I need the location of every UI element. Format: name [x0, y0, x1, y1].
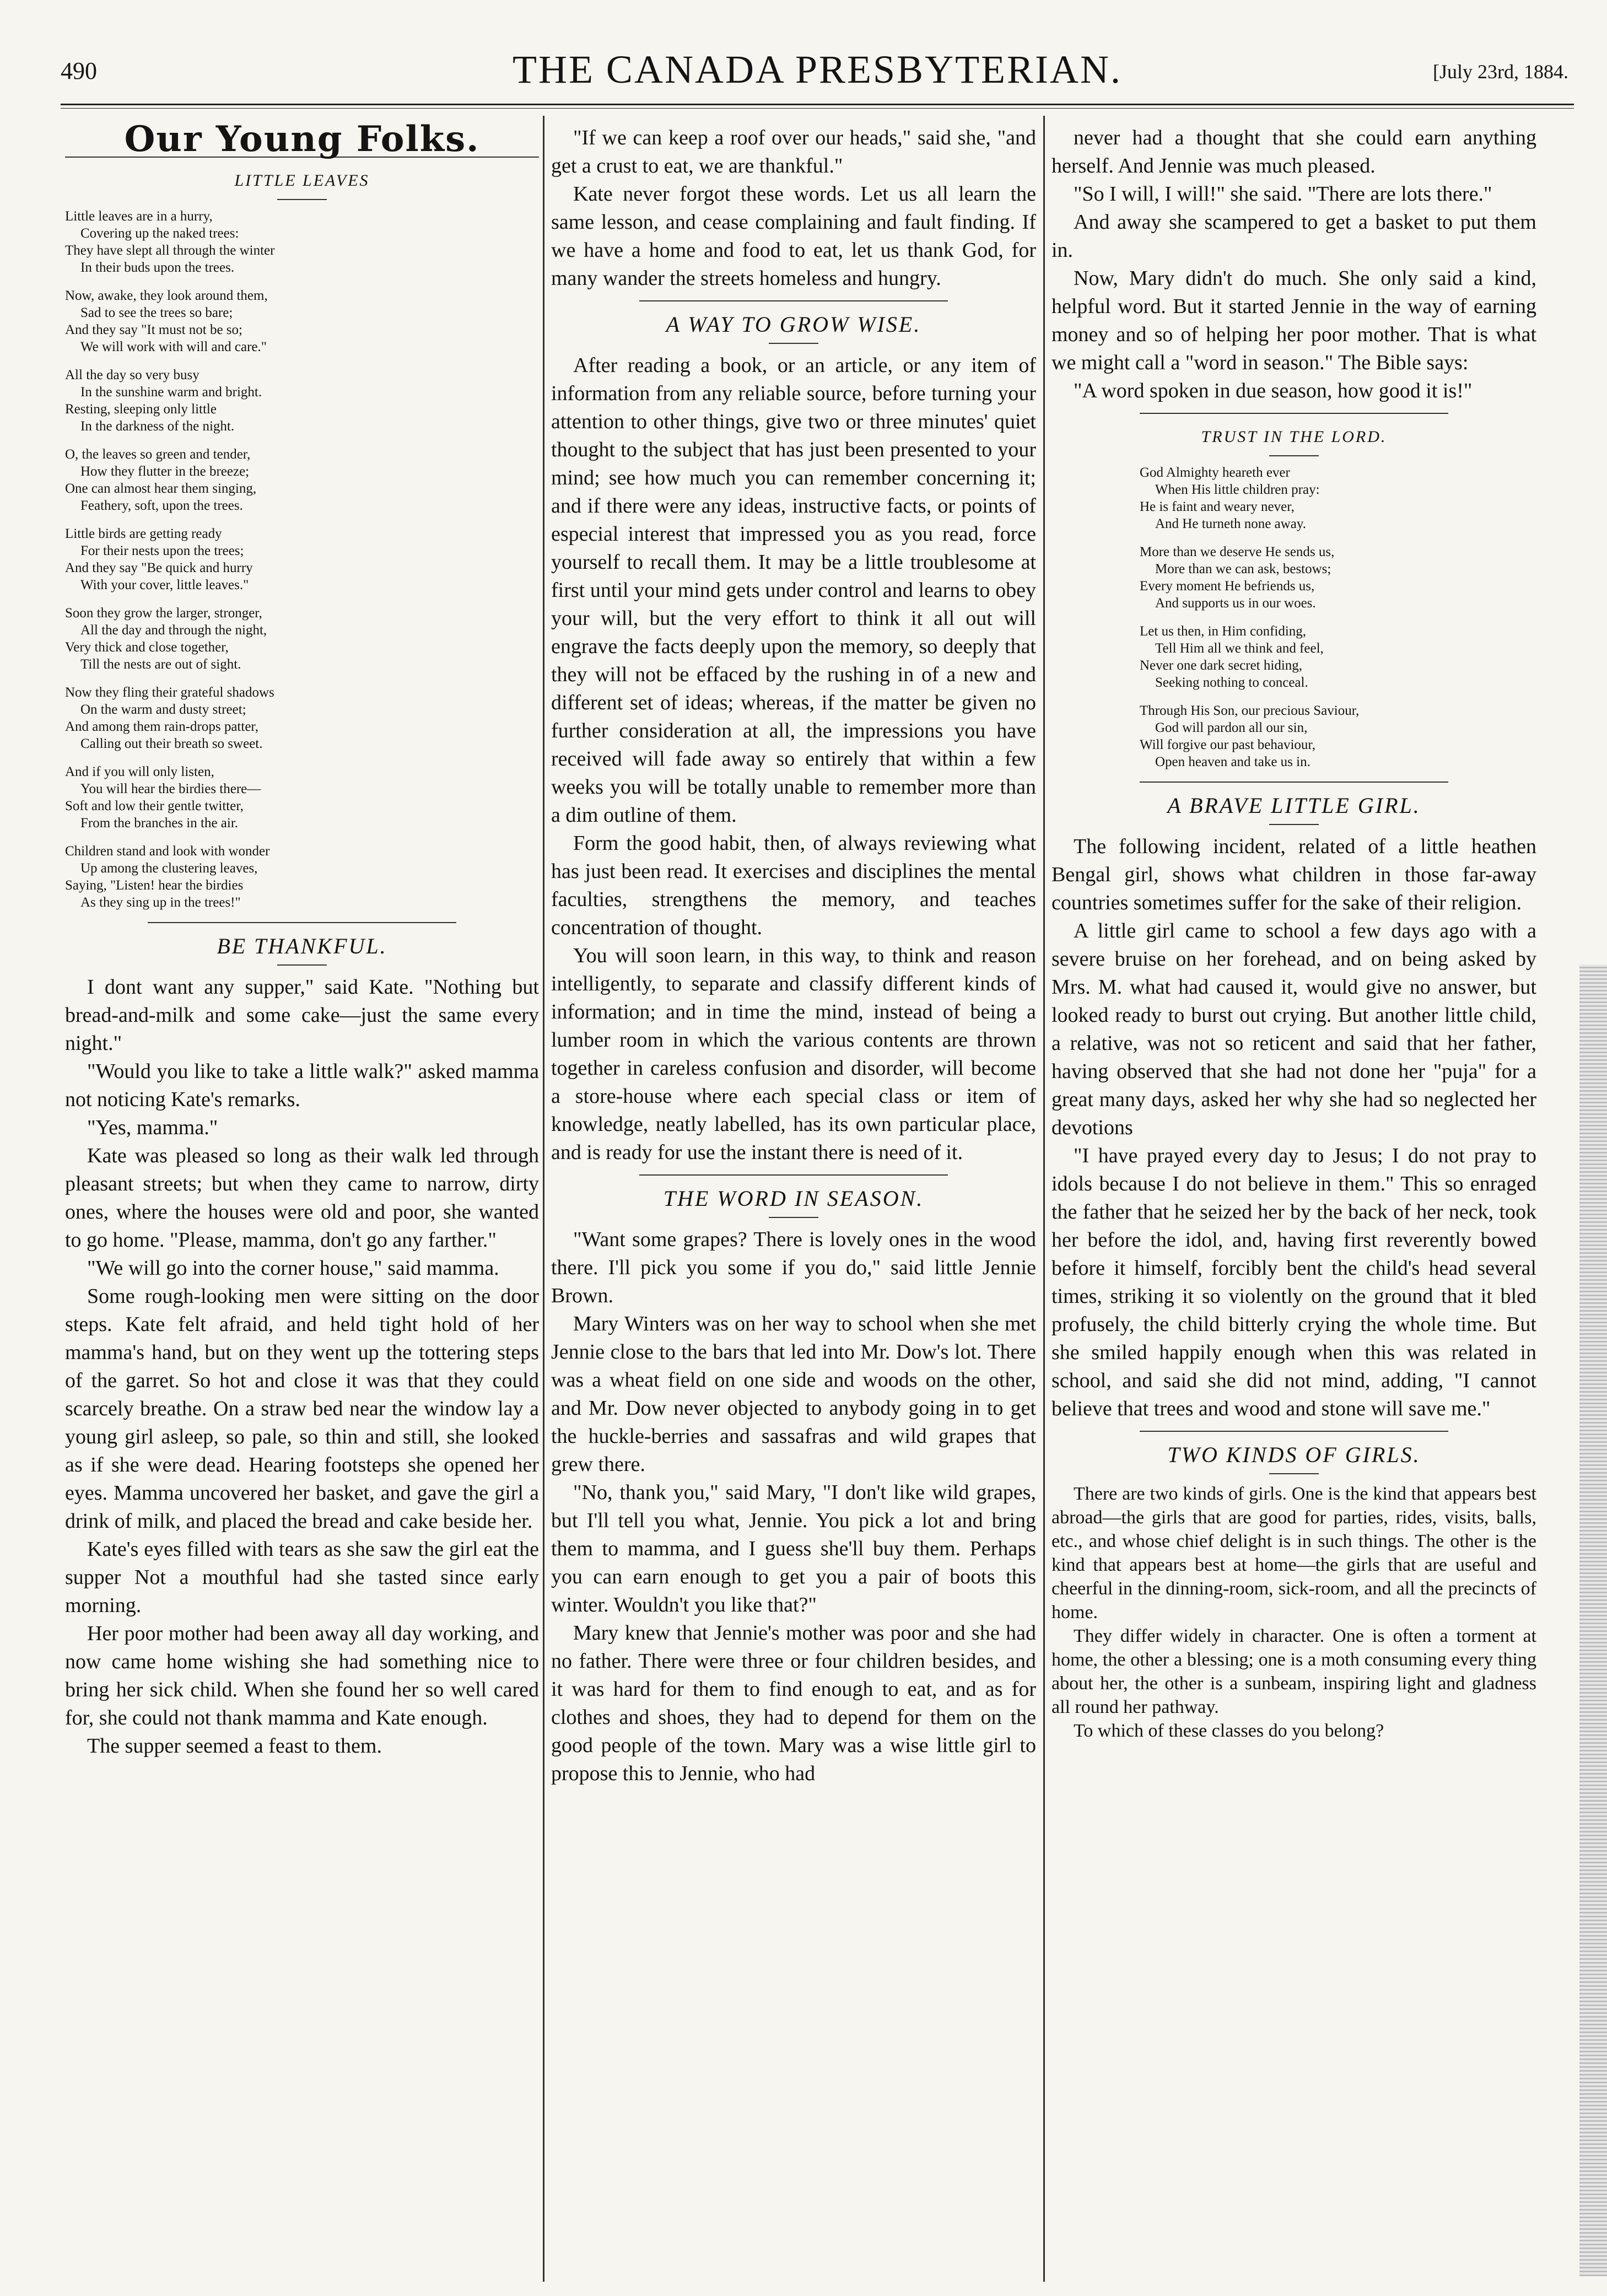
paragraph: I dont want any supper," said Kate. "Nothing but bread-and-milk and some cake—just the same every night." [65, 975, 539, 1055]
poem-line: More than we can ask, bestows; [1155, 562, 1331, 576]
poem-line: Till the nests are out of sight. [80, 657, 241, 672]
story-two-kinds-of-girls [1051, 1482, 1536, 1743]
title-dash [1269, 1473, 1319, 1474]
masthead-rule-thin [61, 108, 1574, 109]
story-title: TWO KINDS OF GIRLS. [1167, 1442, 1421, 1467]
poem-title: TRUST IN THE LORD. [1201, 428, 1387, 446]
column-1 [65, 124, 539, 2273]
section-separator [1140, 1431, 1448, 1432]
poem-line: Open heaven and take us in. [1155, 754, 1311, 769]
paragraph: "No, thank you," said Mary, "I don't like wild grapes, but I'll tell you what, Jennie. You pick a lot and bring them to mamma, and I guess she'll buy them. Perhaps you can earn enough to get you a pair of boots this winter. Wouldn't you like that?" [551, 1481, 1036, 1616]
poem-stanza [1140, 543, 1536, 612]
story-title: THE WORD IN SEASON. [663, 1186, 924, 1211]
paragraph: Kate never forgot these words. Let us all learn the same lesson, and cease complaining and fault finding. If we have a home and food to eat, let us thank God, for many wander the streets homeless and hungry. [551, 182, 1036, 290]
poem-line: In the sunshine warm and bright. [80, 385, 262, 400]
poem-line: Little birds are getting ready [65, 526, 222, 541]
paragraph: Mary Winters was on her way to school when she met Jennie close to the bars that led into Mr. Dow's lot. There was a wheat field on one side and woods on the other, and Mr. Dow never objected to anybody going in to get the huckle-berries and sassafras and wild grapes that grew there. [551, 1312, 1036, 1476]
section-separator [639, 300, 948, 301]
poem-line: And supports us in our woes. [1155, 596, 1316, 611]
paragraph: "Would you like to take a little walk?" asked mamma not noticing Kate's remarks. [65, 1060, 539, 1111]
title-dash [277, 199, 327, 200]
poem-line: Now they fling their grateful shadows [65, 685, 274, 700]
poem-stanza [65, 605, 539, 673]
poem-line: Little leaves are in a hurry, [65, 209, 213, 224]
poem-line: On the warm and dusty street; [80, 702, 246, 717]
poem-line: Soft and low their gentle twitter, [65, 799, 244, 813]
poem-line: As they sing up in the trees!" [80, 895, 241, 910]
poem-line: Resting, sleeping only little [65, 402, 217, 417]
paragraph: To which of these classes do you belong? [1074, 1721, 1384, 1741]
poem-stanza [65, 287, 539, 355]
poem-line: All the day so very busy [65, 368, 199, 382]
masthead-rule [61, 104, 1574, 105]
section-separator [1140, 781, 1448, 783]
paragraph: Form the good habit, then, of always reviewing what has just been read. It exercises and disciplines the mental faculties, strengthens the memory, and teaches concentration of thought. [551, 832, 1036, 939]
newspaper-title: THE CANADA PRESBYTERIAN. [512, 47, 1123, 91]
poem-line: Never one dark secret hiding, [1140, 658, 1303, 673]
paragraph: Mary knew that Jennie's mother was poor and she had no father. There were three or four children besides, and it was hard for them to find enough to eat, and as for clothes and shoes, they had to depend for them on the good people of the town. Mary was a wise little girl to propose this to Jennie, who had [551, 1621, 1036, 1785]
poem-line: And among them rain-drops patter, [65, 719, 258, 734]
poem-line: They have slept all through the winter [65, 243, 275, 258]
poem-line: How they flutter in the breeze; [80, 464, 250, 479]
paragraph: "Yes, mamma." [87, 1116, 218, 1139]
poem-stanza [65, 684, 539, 752]
poem-stanza [65, 367, 539, 435]
paragraph: "If we can keep a roof over our heads," said she, "and get a crust to eat, we are thankful." [551, 126, 1036, 177]
paragraph: Kate's eyes filled with tears as she saw the girl eat the supper Not a mouthful had she tasted since early morning. [65, 1538, 539, 1617]
poem-trust-in-the-lord [1140, 464, 1536, 770]
poem-stanza [65, 763, 539, 832]
column-divider-1 [543, 116, 544, 2282]
poem-line: In their buds upon the trees. [80, 260, 235, 275]
poem-stanza [65, 208, 539, 276]
paragraph: The following incident, related of a little heathen Bengal girl, shows what children in those far-away countries sometimes suffer for the sake of their religion. [1051, 835, 1536, 914]
poem-line: And He turneth none away. [1155, 516, 1306, 531]
paragraph: You will soon learn, in this way, to think and reason intelligently, to separate and classify different kinds of information; and in time the mind, instead of being a lumber room in which the various contents are thrown together in careless confusion and disorder, will become a store-house where each special class or item of knowledge, neatly labelled, has its own particular place, and is ready for use the instant there is need of it. [551, 944, 1036, 1164]
story-be-thankful [65, 973, 539, 1760]
poem-line: Through His Son, our precious Saviour, [1140, 703, 1360, 718]
poem-line: Feathery, soft, upon the trees. [80, 498, 243, 513]
poem-line: Children stand and look with wonder [65, 844, 270, 859]
story-title: BE THANKFUL. [217, 934, 387, 958]
poem-line: And they say "Be quick and hurry [65, 560, 253, 575]
poem-line: Calling out their breath so sweet. [80, 736, 263, 751]
paragraph: There are two kinds of girls. One is the kind that appears best abroad—the girls that are good for parties, rides, visits, balls, etc., and whose chief delight is in such things. The other is the kind that appears best at home—the girls that are useful and cheerful in the dinning-room, sick-room, and all the precincts of home. [1051, 1484, 1536, 1623]
paragraph: "So I will, I will!" she said. "There are lots there." [1074, 182, 1492, 206]
section-separator [639, 1174, 948, 1176]
paragraph: The supper seemed a feast to them. [87, 1734, 382, 1758]
poem-line: Covering up the naked trees: [80, 226, 239, 241]
paragraph: "A word spoken in due season, how good it is!" [1074, 379, 1473, 402]
poem-line: More than we deserve He sends us, [1140, 545, 1335, 559]
poem-line: God Almighty heareth ever [1140, 465, 1290, 480]
poem-line: Up among the clustering leaves, [80, 861, 258, 876]
poem-line: We will work with will and care." [80, 339, 267, 354]
paragraph: "I have prayed every day to Jesus; I do not pray to idols because I do not believe in them." This so enraged the father that he seized her by the back of her neck, took her before the idol, and, having first reverently bowed before it himself, forcibly bent the child's head several times, striking it so violently on the ground that it bled profusely, the child bitterly crying the whole time. But she smiled happily enough when this was related in school, and said she did not mind, adding, "I cannot believe that trees and wood and stone will save me." [1051, 1144, 1536, 1420]
paragraph: "Want some grapes? There is lovely ones in the wood there. I'll pick you some if you do," said little Jennie Brown. [551, 1228, 1036, 1307]
story-be-thankful-continued [551, 124, 1036, 293]
poem-line: Will forgive our past behaviour, [1140, 737, 1315, 752]
column-3 [1051, 124, 1536, 2273]
poem-line: One can almost hear them singing, [65, 481, 257, 496]
paragraph: Now, Mary didn't do much. She only said a kind, helpful word. But it started Jennie in the way of earning money and so of helping her poor mother. That is what we might call a "word in season." The Bible says: [1051, 267, 1536, 374]
poem-line: In the darkness of the night. [80, 419, 235, 434]
poem-stanza [65, 843, 539, 911]
paragraph: never had a thought that she could earn anything herself. And Jennie was much pleased. [1051, 126, 1536, 177]
poem-line: You will hear the birdies there— [80, 781, 261, 796]
poem-line: God will pardon all our sin, [1155, 720, 1308, 735]
title-dash [1269, 455, 1319, 456]
poem-line: Now, awake, they look around them, [65, 288, 268, 303]
title-dash [277, 964, 327, 966]
poem-line: Let us then, in Him confiding, [1140, 624, 1307, 639]
poem-stanza [65, 525, 539, 594]
poem-stanza [65, 446, 539, 514]
poem-stanza [1140, 702, 1536, 770]
column-2 [551, 124, 1036, 2273]
poem-line: Very thick and close together, [65, 640, 229, 655]
title-dash [1269, 824, 1319, 825]
story-title: A BRAVE LITTLE GIRL. [1167, 793, 1421, 818]
story-title: A WAY TO GROW WISE. [666, 312, 921, 337]
paragraph: They differ widely in character. One is often a torment at home, the other a blessing; one is a moth consuming every thing about her, the other is a sunbeam, inspiring light and gladness all round her pathway. [1051, 1626, 1536, 1717]
poem-line: For their nests upon the trees; [80, 543, 244, 558]
paragraph: Kate was pleased so long as their walk led through pleasant streets; but when they came to narrow, dirty ones, where the houses were old and poor, she wanted to go home. "Please, mamma, don't go any farther." [65, 1144, 539, 1252]
poem-stanza [1140, 623, 1536, 691]
poem-line: And if you will only listen, [65, 764, 214, 779]
poem-line: He is faint and weary never, [1140, 499, 1295, 514]
page-number: 490 [61, 57, 97, 84]
section-title: Our Young Folks. [65, 125, 539, 158]
title-dash [769, 343, 818, 344]
paragraph: And away she scampered to get a basket to put them in. [1051, 211, 1536, 262]
poem-line: O, the leaves so green and tender, [65, 447, 251, 462]
poem-line: And they say "It must not be so; [65, 322, 242, 337]
poem-line: Tell Him all we think and feel, [1155, 641, 1324, 656]
section-separator [148, 922, 456, 923]
story-brave-little-girl [1051, 833, 1536, 1423]
poem-line: When His little children pray: [1155, 482, 1320, 497]
paragraph: After reading a book, or an article, or any item of information from any reliable source, before turning your attention to other things, give two or three minutes' quiet thought to the subject that has just been presented to your mind; see how much you can remember concerning it; and if there were any ideas, instructive facts, or points of especial interest that impressed you as you read, force yourself to recall them. It may be a little troublesome at first until your mind gets under control and learns to obey your will, but the very effort to think it all out will engrave the facts deeply upon the memory, so deeply that they will not be effaced by the rushing in of a new and different set of ideas; whereas, if the matter be given no further consideration at all, the impressions you have received will fade away so entirely that within a few weeks you will be totally unable to remember more than a dim outline of them. [551, 354, 1036, 827]
poem-line: With your cover, little leaves." [80, 578, 249, 592]
paragraph: Her poor mother had been away all day working, and now came home wishing she had something nice to bring her sick child. When she found her so well cared for, she could not thank mamma and Kate enough. [65, 1622, 539, 1729]
masthead [61, 47, 1574, 96]
scan-edge-noise [1579, 964, 1607, 2276]
column-divider-2 [1043, 116, 1045, 2282]
story-way-to-grow-wise [551, 352, 1036, 1167]
poem-line: From the branches in the air. [80, 816, 239, 831]
poem-line: Seeking nothing to conceal. [1155, 675, 1308, 690]
poem-line: Soon they grow the larger, stronger, [65, 606, 262, 621]
story-word-in-season [551, 1226, 1036, 1788]
story-word-in-season-continued [1051, 124, 1536, 405]
poem-stanza [1140, 464, 1536, 532]
poem-line: Saying, "Listen! hear the birdies [65, 878, 244, 893]
paragraph: Some rough-looking men were sitting on the door steps. Kate felt afraid, and held tight hold of her mamma's hand, but on they went up the tottering steps of the garret. So hot and close it was that they could scarcely breathe. On a straw bed near the window lay a young girl asleep, so pale, so thin and still, she looked as if she were dead. Hearing footsteps she opened her eyes. Mamma uncovered her basket, and gave the girl a drink of milk, and placed the bread and cake beside her. [65, 1285, 539, 1533]
poem-title: LITTLE LEAVES [234, 171, 370, 190]
poem-line: Every moment He befriends us, [1140, 579, 1315, 594]
poem-little-leaves [65, 208, 539, 911]
issue-date: [July 23rd, 1884. [1433, 61, 1568, 83]
poem-line: All the day and through the night, [80, 623, 267, 638]
section-separator [1140, 413, 1448, 414]
paragraph: "We will go into the corner house," said mamma. [87, 1257, 499, 1280]
title-dash [769, 1217, 818, 1218]
poem-line: Sad to see the trees so bare; [80, 305, 233, 320]
paragraph: A little girl came to school a few days ago with a severe bruise on her forehead, and on being asked by Mrs. M. what had caused it, would give no answer, but looked ready to burst out crying. But another little child, a relative, was not so reticent and said that her father, having observed that she had not done her "puja" for a great many days, asked her why she had so neglected her devotions [1051, 919, 1536, 1139]
